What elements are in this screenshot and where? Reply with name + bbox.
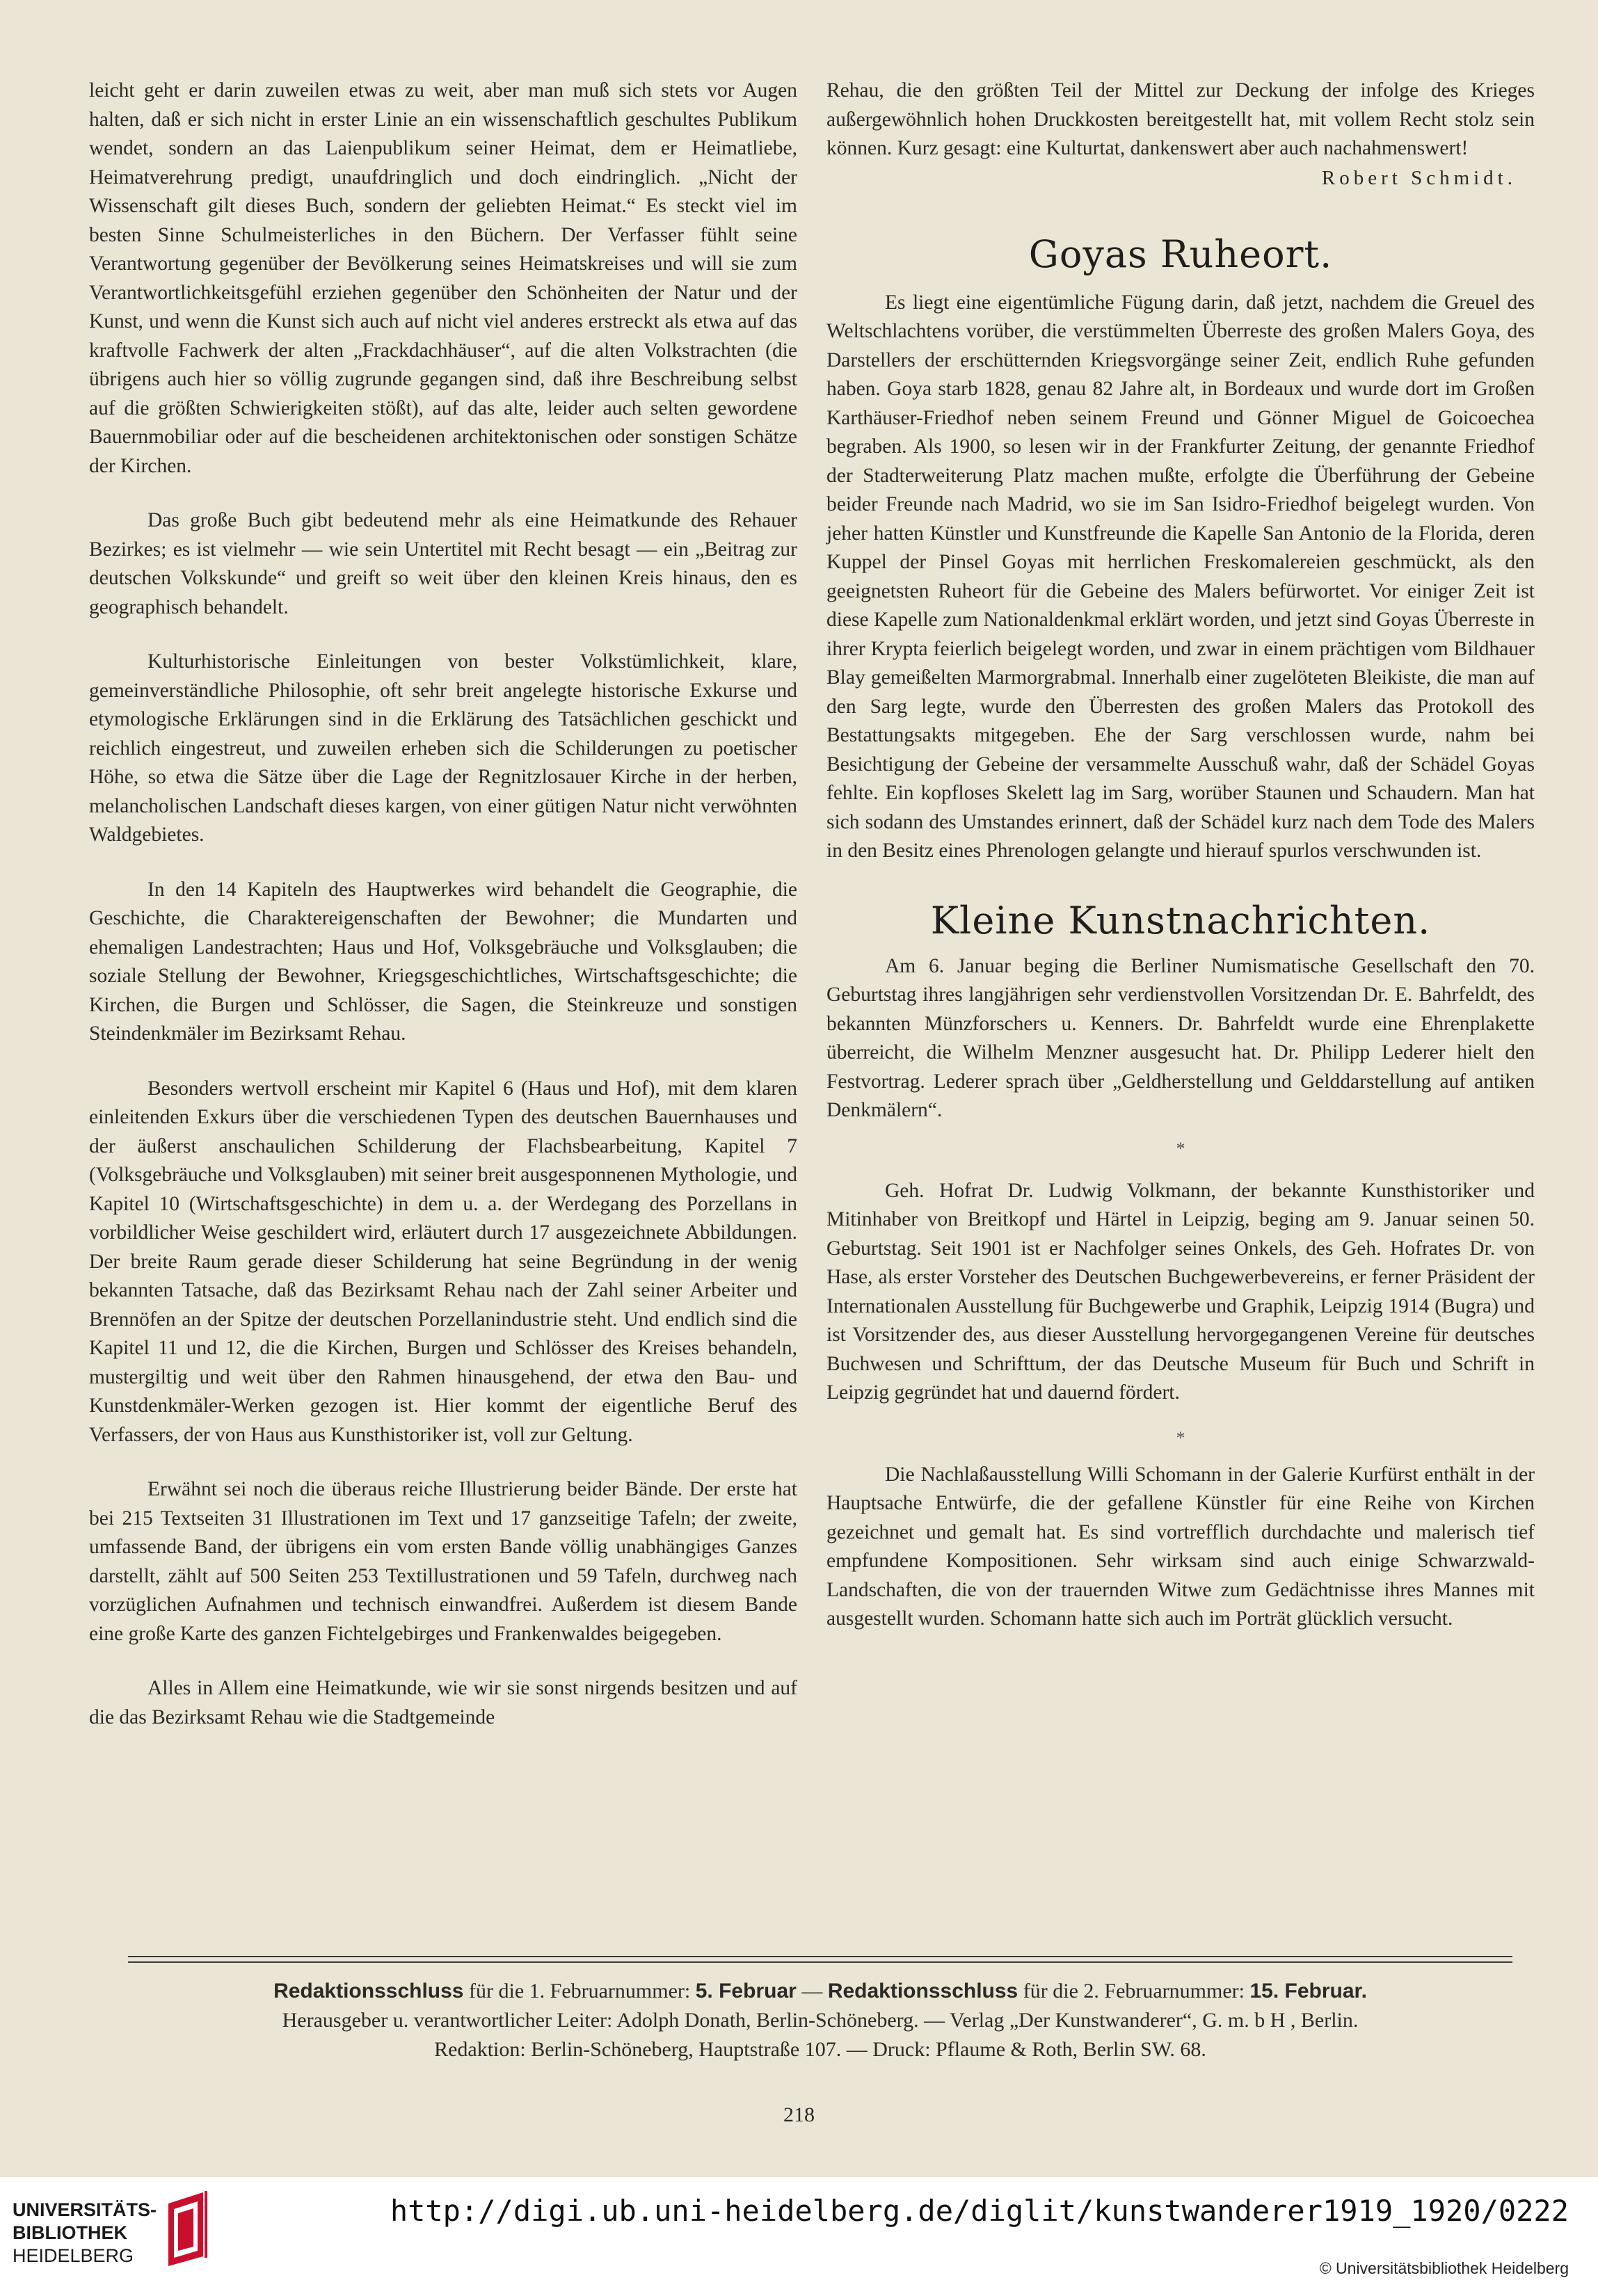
library-emblem-icon xyxy=(164,2190,220,2266)
copyright-notice: © Universitätsbibliothek Heidelberg xyxy=(1319,2259,1569,2277)
news-item-schomann: Die Nachlaßausstellung Willi Schomann in der Galerie Kurfürst enthält in der Hauptsache Entwürfe, die der gefallene Künstler für eine Reihe von Kirchen gezeichnet und gemalt hat. Es sind vortrefflich durchdachte und malerisch tief empfundene Kompositionen. Sehr wirksam sind auch einige Schwarzwald-Landschaften, die von der trauernden Witwe zum Gedächtnisse ihres Mannes mit ausgestellt wurden. Schomann hatte sich auch im Porträt glücklich versucht. xyxy=(826,1463,1535,1630)
imprint-footer xyxy=(128,1977,1512,2064)
left-paragraph-4: In den 14 Kapiteln des Hauptwerkes wird behandelt die Geographie, die Geschichte, die Charaktereigenschaften der Bewohner; die Mundarten und ehemaligen Landestrachten; Haus und Hof, Volksgebräuche und Volksglauben; die soziale Stellung der Bewohner, Kriegsgeschichtliches, Wirtschaftsgeschichte; die Kirchen, die Burgen und Schlösser, die Sagen, die Steinkreuze und sonstigen Steindenkmäler im Bezirksamt Rehau. xyxy=(89,878,797,1045)
left-paragraph-1: leicht geht er darin zuweilen etwas zu weit, aber man muß sich stets vor Augen halten, daß er sich nicht in erster Linie an ein wissenschaftlich geschultes Publikum wendet, sondern an das Laienpublikum seiner Heimat, dem er Heimatliebe, Heimatverehrung predigt, unaufdringlich und doch eindringlich. „Nicht der Wissenschaft gilt dieses Buch, sondern der geliebten Heimat.“ Es steckt viel im besten Sinne Schulmeisterliches in den Büchern. Der Verfasser fühlt seine Verantwortung gegenüber der Bevölkerung seines Heimatskreises und will sie zum Verantwortlichkeitsgefühl erziehen gegenüber den Schönheiten der Natur und der Kunst, und wenn die Kunst sich auch auf nicht viel anderes erstreckt als etwa auf das kraftvolle Fachwerk der alten „Frackdachhäuser“, auf die alten Volkstrachten (die übrigens auch hier so völlig zugrunde gegangen sind, daß ihre Beschreibung selbst auf die größten Schwierigkeiten stößt), auf das alte, leider auch selten gewordene Bauernmobiliar oder auf die bescheidenen architektonischen oder sonstigen Schätze der Kirchen. xyxy=(89,79,797,477)
separator-star: * xyxy=(1176,1138,1185,1159)
left-paragraph-6: Erwähnt sei noch die überaus reiche Illustrierung beider Bände. Der erste hat bei 215 Textseiten 31 Illustrationen im Text und 17 ganzseitige Tafeln; der zweite, umfassende Band, der übrigens ein vom ersten Bande völlig unabhängiges Ganzes darstellt, zählt auf 500 Seiten 253 Textillustrationen und 59 Tafeln, durchweg nach vorzüglichen Aufnahmen und technisch einwandfrei. Außerdem ist diesem Bande eine große Karte des ganzen Fichtelgebirges und Frankenwaldes beigegeben. xyxy=(89,1478,797,1645)
footer-line-publisher: Herausgeber u. verantwortlicher Leiter: Adolph Donath, Berlin-Schöneberg. — Verlag „Der Kunstwanderer“, G. m. b H , Berlin. xyxy=(282,2009,1359,2032)
left-paragraph-2: Das große Buch gibt bedeutend mehr als eine Heimatkunde des Rehauer Bezirkes; es ist vielmehr — wie sein Untertitel mit Recht besagt — ein „Beitrag zur deutschen Volkskunde“ und greift so weit über den kleinen Kreis hinaus, den es geographisch behandelt. xyxy=(89,509,797,618)
footer-rule-top xyxy=(128,1956,1512,1957)
library-name-line1: UNIVERSITÄTS- xyxy=(13,2199,157,2220)
footer-line-deadlines: Redaktionsschluss für die 1. Februarnummer: 5. Februar — Redaktionsschluss für die 2. Februarnummer: 15. Februar. xyxy=(273,1980,1367,2002)
left-paragraph-5: Besonders wertvoll erscheint mir Kapitel 6 (Haus und Hof), mit dem klaren einleitenden Exkurs über die verschiedenen Typen des deutschen Bauernhauses und der äußerst anschaulichen Schilderung der Flachsbearbeitung, Kapitel 7 (Volksgebräuche und Volksglauben) mit seiner breit ausgesponnenen Mythologie, und Kapitel 10 (Wirtschaftsgeschichte) in dem u. a. der Werdegang des Porzellans in vorbildlicher Weise geschildert wird, erläutert durch 17 ausgezeichnete Abbildungen. Der breite Raum gerade dieser Schilderung hat seine Begründung in der wenig bekannten Tatsache, daß das Bezirksamt Rehau nach der Zahl seiner Arbeiter und Brennöfen an der Spitze der deutschen Porzellanindustrie steht. Und endlich sind die Kapitel 11 und 12, die die Kirchen, Burgen und Schlösser des Kreises behandeln, mustergiltig und weit über den Rahmen hinausgehend, der etwa den Bau- und Kunstdenkmäler-Werken gezogen ist. Hier kommt der eigentliche Beruf des Verfassers, der von Haus aus Kunsthistoriker ist, voll zur Geltung. xyxy=(89,1077,797,1446)
left-column xyxy=(89,77,797,1732)
footer-rule-bottom xyxy=(128,1961,1512,1963)
review-signature: Robert Schmidt. xyxy=(1321,166,1517,189)
permalink-url[interactable]: http://digi.ub.uni-heidelberg.de/diglit/kunstwanderer1919_1920/0222 xyxy=(390,2194,1569,2228)
news-item-numismatic: Am 6. Januar beging die Berliner Numismatische Gesellschaft den 70. Geburtstag ihres langjährigen sehr verdienstvollen Vorsitzendan Dr. E. Bahrfeldt, des bekannten Münzforschers u. Kenners. Dr. Bahrfeldt wurde eine Ehrenplakette überreicht, die Wilhelm Menzner ausgesucht hat. Dr. Philipp Lederer hielt den Festvortrag. Lederer sprach über „Geldherstellung und Gelddarstellung auf antiken Denkmälern“. xyxy=(826,954,1535,1121)
news-item-volkmann: Geh. Hofrat Dr. Ludwig Volkmann, der bekannte Kunsthistoriker und Mitinhaber von Breitkopf und Härtel in Leipzig, beging am 9. Januar seinen 50. Geburtstag. Seit 1901 ist er Nachfolger seines Onkels, des Geh. Hofrates Dr. von Hase, als erster Vorsteher des Deutschen Buchgewerbevereins, er ferner Präsident der Internationalen Ausstellung für Buchgewerbe und Graphik, Leipzig 1914 (Bugra) und ist Vorsitzender des, aus dieser Ausstellung hervorgegangenen Vereine für deutsches Buchwesen und Schrifttum, der das Deutsche Museum für Buch und Schrift in Leipzig gegründet hat und dauernd fördert. xyxy=(826,1179,1535,1404)
footer-line-editorial: Redaktion: Berlin-Schöneberg, Hauptstraße 107. — Druck: Pflaume & Roth, Berlin SW. 68. xyxy=(434,2038,1206,2061)
left-paragraph-7: Alles in Allem eine Heimatkunde, wie wir sie sonst nirgends besitzen und auf die das Bezirksamt Rehau wie die Stadtgemeinde xyxy=(89,1677,797,1728)
heading-goyas-ruheort: Goyas Ruheort. xyxy=(1028,232,1333,276)
goya-article: Es liegt eine eigentümliche Fügung darin, daß jetzt, nachdem die Greuel des Weltschlachtens vorüber, die verstümmelten Überreste des großen Malers Goya, des Darstellers der erschütternden Kriegsvorgänge seiner Zeit, endlich Ruhe gefunden haben. Goya starb 1828, genau 82 Jahre alt, in Bordeaux und wurde dort im Großen Karthäuser-Friedhof neben seinem Freund und Gönner Miguel de Goicoechea begraben. Als 1900, so lesen wir in der Frankfurter Zeitung, der genannte Friedhof der Stadterweiterung Platz machen mußte, erfolgte die Überführung der Gebeine beider Freunde nach Madrid, wo sie im San Isidro-Friedhof beigelegt wurden. Von jeher hatten Künstler und Kunstfreunde die Kapelle San Antonio de la Florida, deren Kuppel der Pinsel Goyas mit herrlichen Freskomalereien geschmückt, als den geeignetsten Ruheort für die Gebeine des Malers befürwortet. Vor einiger Zeit ist diese Kapelle zum Nationaldenkmal erklärt worden, und jetzt sind Goyas Überreste in ihrer Krypta feierlich beigelegt worden, und zwar in einem prächtigen vom Bildhauer Blay gemeißelten Marmorgrabmal. Innerhalb einer zugelöteten Bleikiste, die man auf den Sarg legte, wurde den Überresten des großen Malers das Protokoll des Bestattungsakts mitgegeben. Ehe der Sarg verschlossen wurde, nahm bei Besichtigung der Gebeine der versammelte Ausschuß wahr, daß der Schädel Goyas fehlte. Ein kopfloses Skelett lag im Sarg, worüber Staunen und Schaudern. Man hat sich sodann des Umstandes erinnert, daß der Schädel kurz nach dem Tode des Malers in den Besitz eines Phrenologen gelangte und hierauf spurlos verschwunden ist. xyxy=(826,291,1535,862)
library-name-line2: BIBLIOTHEK xyxy=(13,2222,127,2243)
right-column xyxy=(826,77,1535,1634)
heading-kleine-kunstnachrichten: Kleine Kunstnachrichten. xyxy=(930,898,1431,942)
left-paragraph-3: Kulturhistorische Einleitungen von bester Volkstümlichkeit, klare, gemeinverständliche Philosophie, oft sehr breit angelegte historische Exkurse und etymologische Erklärungen sind in die Erklärung des Tatsächlichen geschickt und reichlich eingestreut, und zuweilen erheben sich die Schilderungen zu poetischer Höhe, so etwa die Sätze über die Lage der Regnitzlosauer Kirche in der herben, melancholischen Landschaft dieses kargen, von einer gütigen Natur nicht verwöhnten Waldgebietes. xyxy=(89,650,797,846)
separator-star: * xyxy=(1176,1427,1185,1448)
review-conclusion: Rehau, die den größten Teil der Mittel zur Deckung der infolge des Krieges außergewöhnlich hohen Druckkosten bereitgestellt hat, mit vollem Recht stolz sein können. Kurz gesagt: eine Kulturtat, dankenswert aber auch nachahmenswert! xyxy=(826,79,1535,159)
page-number: 218 xyxy=(783,2103,815,2126)
library-logo xyxy=(13,2190,221,2280)
library-name-line3: HEIDELBERG xyxy=(13,2245,134,2266)
